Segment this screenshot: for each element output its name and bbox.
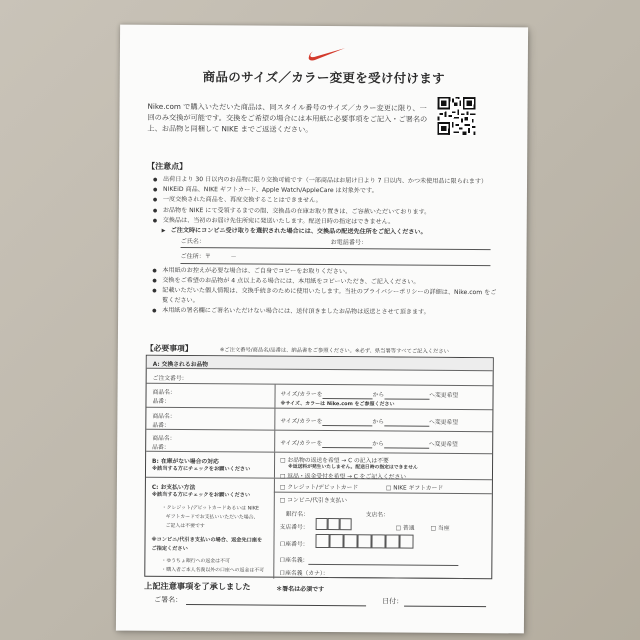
account-holder-field[interactable]: 口座名義： [279,555,458,566]
intro-text: Nike.com で購入いただいた商品は、同スタイル番号のサイズ／カラー変更に限り、一回のみ交換が可能です。交換をご希望の場合には本用紙に必要事項をご記入・ご署名の上、お品物と同梱して NIKE までご返送ください。 [147,101,428,134]
name-phone-line [153,237,498,251]
note-item: ● 出荷日より 30 日以内のお品物に限り交換可能です（一部商品はお届け日より 7 日以内、かつ未使用品に限られます） [153,175,498,188]
c-conv-note: ※コンビニ/代引き支払いの場合、返金先口座を [151,536,263,544]
branch-number-label: 支店番号： [279,524,309,531]
size-color-note: ※サイズ、カラーは Nike.com をご参照ください [280,400,395,408]
item-name-label: 商品名： [152,413,176,420]
note-item: ● お品物を NIKE にて受領するまでの間、交換品の在庫お取り置きは、ご容赦いただいております。 [153,205,498,218]
note-sub-item: ▶ ご注文時にコンビニ受け取りを選択された場合には、交換品の配送先住所をご記入ください。 [153,226,498,239]
section-b-row [146,452,492,480]
c-option-credit[interactable]: □ クレジット/デビットカード [279,484,359,492]
item-row [146,384,492,410]
branch-number-box[interactable] [316,518,328,530]
phone-field[interactable]: お電話番号： [331,238,491,250]
signature-label: ご署名： [154,595,183,605]
required-info-table [144,355,494,579]
c-card-note-3: ご記入は不要です [165,522,205,530]
b-option-return-note: ※返送料が発生いたしません。配送日時の指定はできません [288,464,418,471]
bank-name-field[interactable]: 銀行名： [285,511,309,518]
item-code-label: 品番： [152,444,170,451]
b-option-refund[interactable]: □ 返品・返金受付を希望 → C をご記入ください [279,473,407,481]
address-field[interactable]: ご住所：〒 [180,252,230,264]
signature-note: ＊署名は必須です [276,585,325,594]
account-type-ordinary[interactable]: □ 普通 [395,525,415,532]
account-number-box[interactable] [399,535,413,549]
account-number-box[interactable] [371,534,385,548]
section-c-row [145,478,492,580]
c-card-note-1: ・クレジット/デビットカードあるいは NIKE [161,504,260,512]
note-item: ● 一度交換された商品を、再度交換することはできません。 [153,195,498,208]
account-type-current[interactable]: □ 当座 [430,525,450,532]
notes-list [152,175,498,319]
account-number-box[interactable] [357,534,371,548]
required-heading: 【必要事項】 [145,343,193,354]
section-a-label: A: 交換されるお品物 [152,361,209,369]
note-item: ● 本用紙のお控えが必要な場合は、ご自身でコピーをお取りください。 [152,265,497,278]
note-item: ● 本用紙の署名欄にご署名いただけない場合には、送付頂きましたお品物は返送とさせて頂きます。 [152,306,497,319]
c-conv-note-2: ご指定ください [151,545,188,553]
form-title: 商品のサイズ／カラー変更を受け付けます [202,69,445,86]
size-color-change-3[interactable]: サイズ/カラーを から へ変更希望 [280,440,458,448]
notes-heading: 【注意点】 [147,161,188,172]
name-field[interactable]: ご氏名： [181,237,331,249]
item-code-label: 品番： [152,422,170,429]
item-name-label: 商品名： [152,435,176,442]
section-c-note: ※該当する方にチェックをお願いください [151,491,251,499]
c-card-note-2: ギフトカードでお支払いいただいた場合、 [165,513,259,521]
section-b-label: B: 在庫がない場合の対応 [152,458,219,466]
c-option-giftcard[interactable]: □ NIKE ギフトカード [385,485,444,492]
address-field-rest[interactable]: － [230,253,490,266]
signature-field[interactable] [186,604,366,606]
b-option-return[interactable]: □ お品物の返送を希望 → C の記入は不要 [280,457,389,465]
c-name-note: ・購入者ご本人名義以外の口座への返金は不可 [161,566,265,574]
nike-swoosh-icon [308,46,346,62]
account-number-box[interactable] [329,534,343,548]
qr-code-icon [437,97,475,135]
section-c-label: C: お支払い方法 [151,484,196,492]
account-number-label: 口座番号： [279,541,309,548]
date-field[interactable] [404,606,486,608]
note-item: ● NIKEiD 商品、NIKE ギフトカード、Apple Watch/AppleCare は対象外です。 [153,185,498,198]
size-color-change-2[interactable]: サイズ/カラーを から へ変更希望 [280,418,459,426]
account-holder-kana-field[interactable]: 口座名義（カナ）： [279,568,463,579]
signature-row [154,595,494,606]
date-label: 日付： [382,597,404,606]
branch-name-field[interactable]: 支店名： [365,512,389,519]
section-b-note: ※該当する方にチェックをお願いください [151,465,251,473]
branch-number-box[interactable] [328,518,340,530]
required-note: ※ご注文番号/商品名/品番は、納品書をご参照ください。※必ず、県当署等すべてご記入ください [219,347,449,355]
note-item: ● 交換品は、当初のお届け先住所宛に発送いたします。配送日時の指定はできません。 [153,216,498,229]
address-line [152,252,497,266]
item-row [146,408,492,432]
size-color-change-1[interactable]: サイズ/カラーを から へ変更希望 [280,391,459,399]
c-option-conv[interactable]: □ コンビニ/代引き支払い [279,497,348,505]
branch-number-box[interactable] [340,518,352,530]
signature-heading: 上記注意事項を了承しました [144,580,251,592]
item-row [146,430,492,454]
exchange-form-paper [116,25,528,634]
order-number-field[interactable]: ご注文番号： [152,375,188,383]
account-number-box[interactable] [343,534,357,548]
account-number-box[interactable] [385,534,399,548]
note-item: ● 交換をご希望のお品物が 4 点以上ある場合には、本用紙をコピーいただき、ご記入ください。 [152,276,497,289]
item-name-label: 商品名： [152,389,176,396]
item-code-label: 品番： [152,398,170,405]
c-post-note: ・ゆうちょ銀行への返金は不可 [161,557,230,565]
note-item: ● 記載いただいた個人情報は、交換手続きのために使用いたします。当社のプライバシーポリシーの詳細は、Nike.com をご覧ください。 [152,286,497,309]
account-number-box[interactable] [315,534,329,548]
